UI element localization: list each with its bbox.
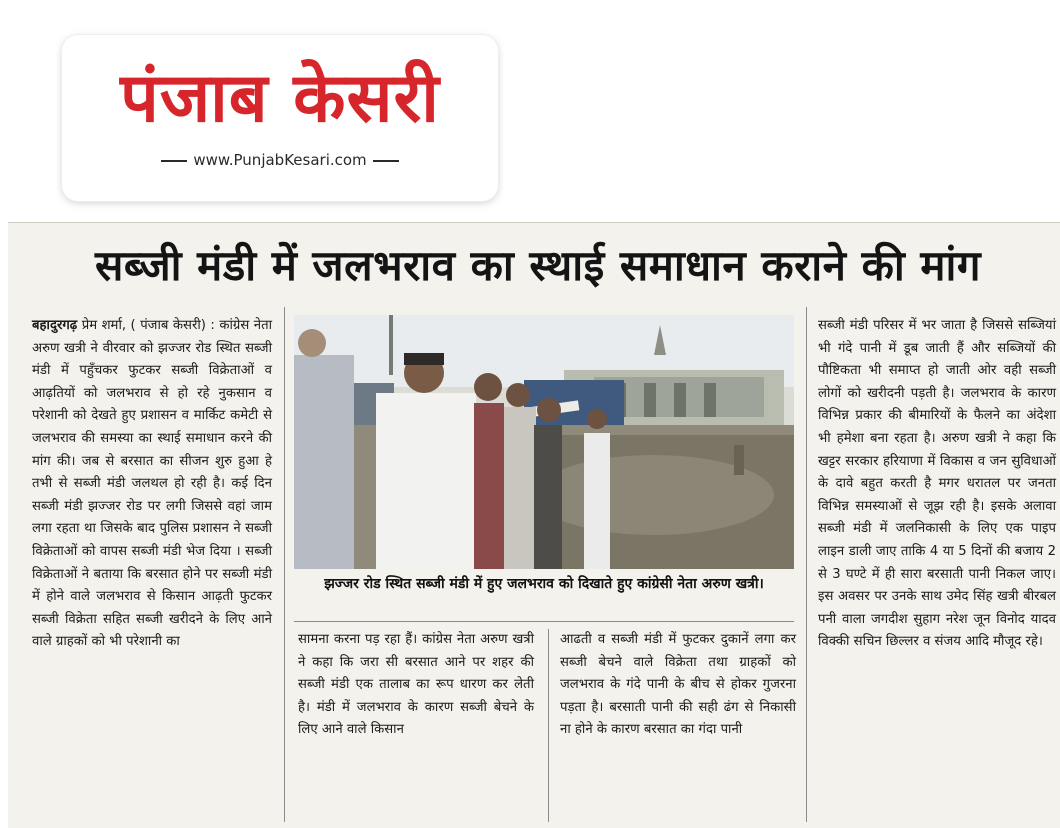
news-photo <box>294 315 794 569</box>
article-column-4: सब्जी मंडी परिसर में भर जाता है जिससे सब्जियां भी गंदे पानी में डूब जाती हैं और सब्जियों की पौष्टिकता भी समाप्त हो जाती ओर वही सब्जी लोगों को खरीदनी पड़ती है। जलभराव के कारण विभिन्न प्रकार की बीमारियों के फैलने का अंदेशा भी हमेशा बना रहता है। अरुण खत्री ने कहा कि खट्टर सरकार हरियाणा में विकास व जन सुविधाओं के दावे बहुत करती है मगर धरातल पर जनता विभिन्न समस्याओं से जूझ रही है। इसके अलावा सब्जी मंडी में जलनिकासी के लिए एक पाइप लाइन डाली जाए ताकि 4 या 5 दिनों की बजाय 2 से 3 घण्टे में ही सारा बरसाती पानी निकल जाए। इस अवसर पर उनके साथ उमेद सिंह खत्री बीरबल पनी वाला जगदीश सुहाग नरेश जून विनोद यादव विक्की सचिन छिल्लर व संजय आदि मौजूद रहे। <box>818 318 1056 650</box>
article-column-3: आढती व सब्जी मंडी में फुटकर दुकानें लगा कर सब्जी बेचने वाले विक्रेता तथा ग्राहकों को जलभराव के गंदे पानी के बीच से होकर गुजरना पड़ता है। बरसाती पानी की सही ढंग से निकासी ना होने के कारण बरसात का गंदा पानी <box>560 632 796 738</box>
newspaper-logo <box>62 35 498 201</box>
article-column-1 <box>32 315 272 654</box>
article-column-2: सामना करना पड़ रहा हैं। कांग्रेस नेता अरुण खत्री ने कहा कि जरा सी बरसात आने पर शहर की सब्जी मंडी एक तालाब का रूप धारण कर लेती है। मंडी में जलभराव के कारण सब्जी बेचने के लिए आने वाले किसान <box>298 632 534 738</box>
url-dash-right <box>373 160 399 162</box>
article-headline: सब्जी मंडी में जलभराव का स्थाई समाधान कराने की मांग <box>94 241 982 290</box>
article-dateline: बहादुरगढ़ <box>32 318 78 333</box>
column-1-text: प्रेम शर्मा, ( पंजाब केसरी) : कांग्रेस नेता अरुण खत्री ने वीरवार को झज्जर रोड स्थित सब्जी मंडी में पहुँचकर फुटकर सब्जी विक्रेताओं व आढ़तियों को जलभराव से हो रहे नुकसान व परेशानी को देखते हुए प्रशासन व मार्किट कमेटी से जलभराव की समस्या का स्थाई समाधान करने की मांग की। जब से बरसात का सीजन शुरु हुआ हे तभी से सब्जी मंडी जलथल हो रही है। कई दिन सब्जी मंडी झज्जर रोड पर लगी जिससे वहां जाम लगा रहता था जिसके बाद पुलिस प्रशासन ने सब्जी विक्रेताओं को वापस सब्जी मंडी भेज दिया । सब्जी विक्रेताओं ने बताया कि बरसात होने पर सब्जी मंडी में होने वाले जलभराव से किसान आढ़ती फुटकर सब्जी विक्रेता सहित सब्जी खरीदने के लिए आने वाले ग्राहकों को भी परेशानी का <box>32 318 272 650</box>
caption-divider <box>294 621 794 622</box>
photo-scene <box>294 315 794 569</box>
url-dash-left <box>161 160 187 162</box>
photo-caption: झज्जर रोड स्थित सब्जी मंडी में हुए जलभराव को दिखाते हुए कांग्रेसी नेता अरुण खत्री। <box>324 576 764 592</box>
masthead-area <box>0 0 1060 222</box>
newspaper-clipping <box>8 222 1060 828</box>
column-divider-right <box>806 307 807 822</box>
logo-url-row <box>62 151 498 169</box>
logo-wordmark: पंजाब केसरी <box>120 59 440 138</box>
column-divider-left <box>284 307 285 822</box>
logo-url: www.PunjabKesari.com <box>193 151 367 169</box>
column-divider-middle <box>548 629 549 822</box>
